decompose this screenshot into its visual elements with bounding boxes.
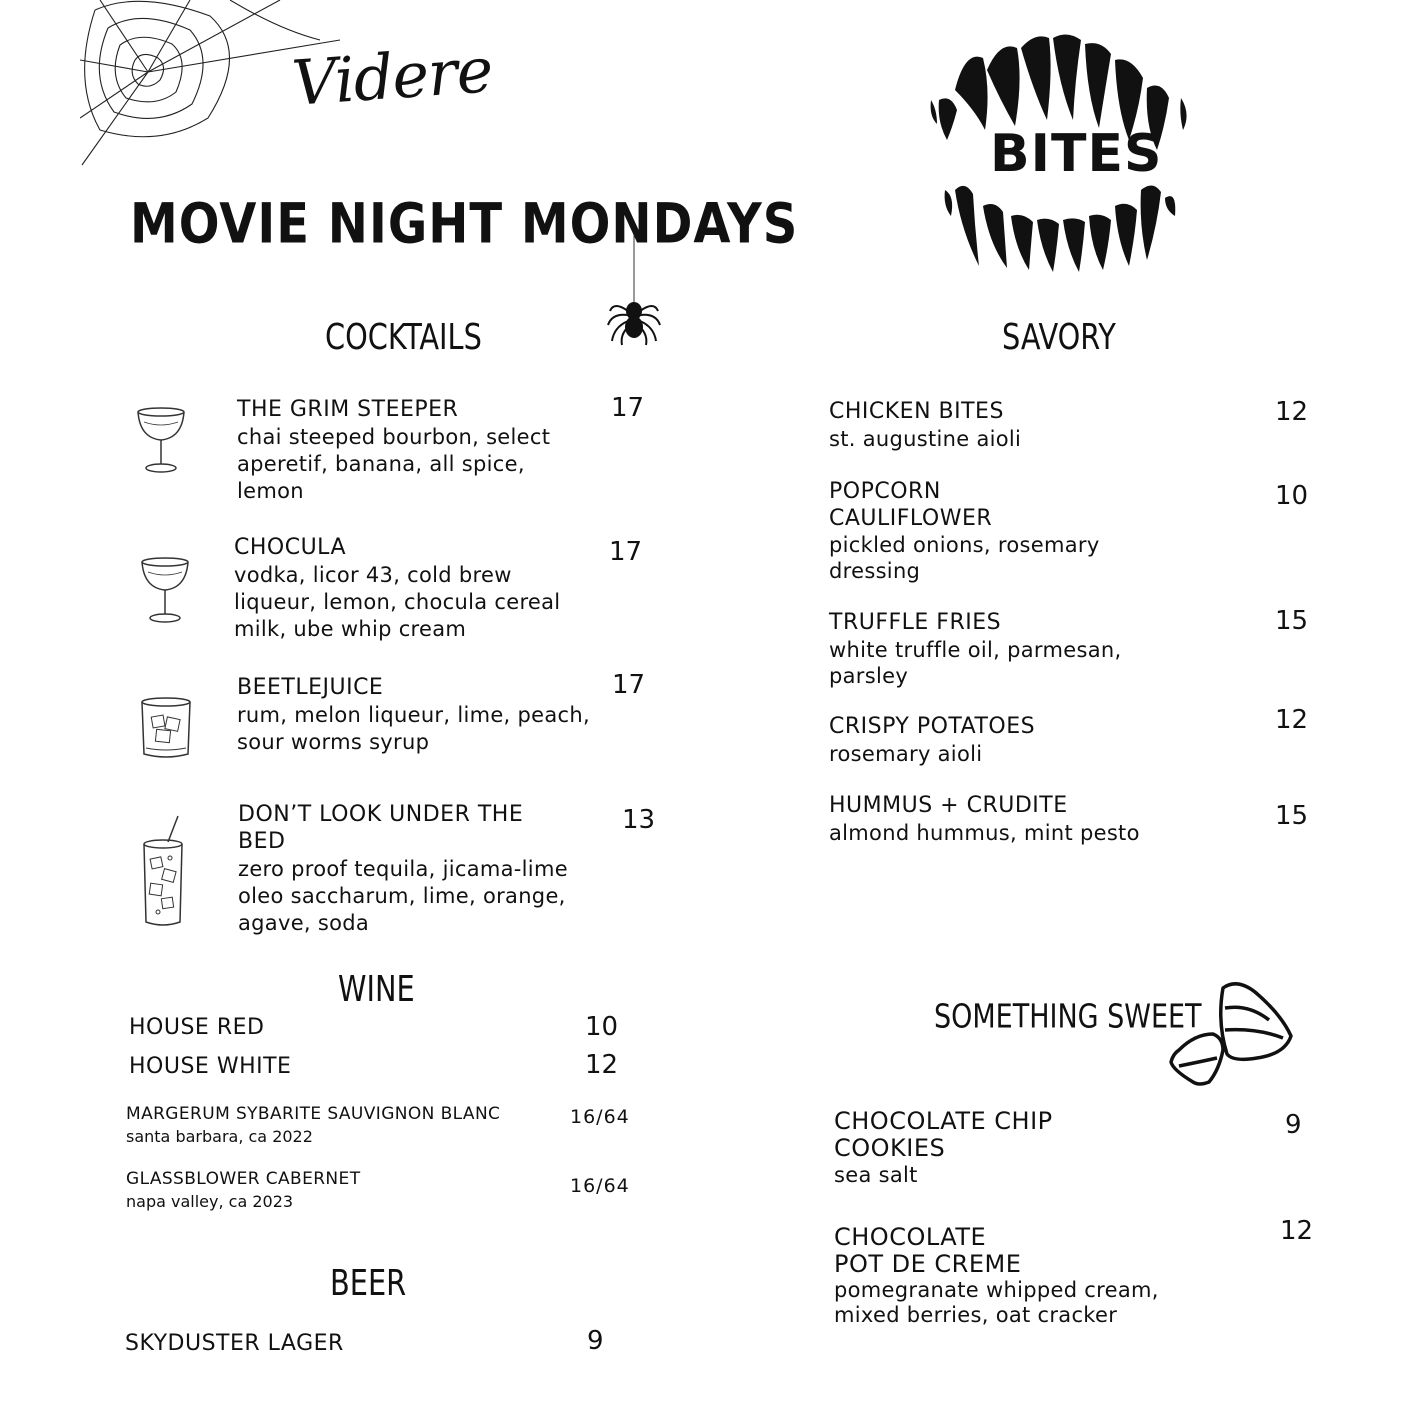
- sweet-name: CHOCOLATE POT DE CREME: [834, 1223, 1022, 1278]
- savory-price: 10: [1275, 481, 1309, 511]
- savory-heading: SAVORY: [1002, 316, 1116, 358]
- savory-price: 15: [1275, 606, 1309, 636]
- wine-price: 16/64: [570, 1175, 630, 1197]
- highball-glass-icon: [138, 814, 188, 930]
- wine-price: 16/64: [570, 1106, 630, 1128]
- savory-desc: rosemary aioli: [829, 742, 983, 766]
- savory-desc: white truffle oil, parmesan, parsley: [829, 638, 1122, 688]
- cocktail-desc: vodka, licor 43, cold brew liqueur, lemon, chocula cereal milk, ube whip cream: [234, 563, 561, 641]
- wine-price: 12: [585, 1050, 619, 1080]
- coupe-icon: [138, 554, 192, 626]
- sweet-desc: pomegranate whipped cream, mixed berries, oat cracker: [834, 1278, 1159, 1327]
- savory-name: CRISPY POTATOES: [829, 714, 1036, 739]
- wine-name: MARGERUM SYBARITE SAUVIGNON BLANC: [126, 1104, 501, 1124]
- beer-heading: BEER: [330, 1262, 407, 1304]
- cocktail-name: BEETLEJUICE: [237, 675, 384, 700]
- wine-desc: napa valley, ca 2023: [126, 1192, 294, 1211]
- sweet-desc: sea salt: [834, 1163, 918, 1187]
- wine-name: GLASSBLOWER CABERNET: [126, 1169, 361, 1189]
- wine-desc: santa barbara, ca 2022: [126, 1127, 313, 1146]
- savory-price: 15: [1275, 801, 1309, 831]
- cocktail-price: 17: [609, 537, 643, 567]
- cocktail-price: 17: [612, 670, 646, 700]
- savory-name: TRUFFLE FRIES: [829, 610, 1002, 635]
- cocktail-name: DON’T LOOK UNDER THE BED: [238, 802, 524, 854]
- sweet-name: CHOCOLATE CHIP COOKIES: [834, 1107, 1053, 1162]
- wine-name: HOUSE WHITE: [129, 1054, 292, 1079]
- cocktail-name: THE GRIM STEEPER: [237, 397, 459, 422]
- cocktail-desc: chai steeped bourbon, select aperetif, banana, all spice, lemon: [237, 425, 551, 503]
- beer-name: SKYDUSTER LAGER: [125, 1331, 344, 1356]
- sweet-price: 9: [1285, 1110, 1302, 1140]
- beer-price: 9: [587, 1326, 604, 1356]
- page-title: MOVIE NIGHT MONDAYS: [130, 192, 799, 257]
- cocktail-desc: zero proof tequila, jicama-lime oleo saccharum, lime, orange, agave, soda: [238, 857, 568, 935]
- savory-name: CHICKEN BITES: [829, 399, 1004, 424]
- wine-heading: WINE: [338, 968, 415, 1010]
- candy-corn-icon: [1165, 978, 1297, 1090]
- savory-name: HUMMUS + CRUDITE: [829, 793, 1068, 818]
- cocktails-heading: COCKTAILS: [325, 316, 482, 358]
- savory-price: 12: [1275, 397, 1309, 427]
- brand-logo: Videre: [289, 33, 495, 120]
- cocktail-name: CHOCULA: [234, 535, 346, 560]
- savory-desc: almond hummus, mint pesto: [829, 821, 1140, 845]
- savory-desc: pickled onions, rosemary dressing: [829, 533, 1100, 583]
- bites-logo: BITES: [990, 124, 1163, 184]
- wine-name: HOUSE RED: [129, 1015, 265, 1040]
- spider-icon: [604, 235, 664, 350]
- savory-price: 12: [1275, 705, 1309, 735]
- rocks-glass-icon: [138, 696, 194, 762]
- cocktail-price: 17: [611, 393, 645, 423]
- cocktail-desc: rum, melon liqueur, lime, peach, sour worms syrup: [237, 703, 590, 754]
- savory-name: POPCORN CAULIFLOWER: [829, 479, 993, 531]
- wine-price: 10: [585, 1012, 619, 1042]
- savory-desc: st. augustine aioli: [829, 427, 1022, 451]
- sweet-heading: SOMETHING SWEET: [934, 998, 1202, 1037]
- sweet-price: 12: [1280, 1216, 1314, 1246]
- coupe-icon: [134, 404, 188, 476]
- cocktail-price: 13: [622, 805, 656, 835]
